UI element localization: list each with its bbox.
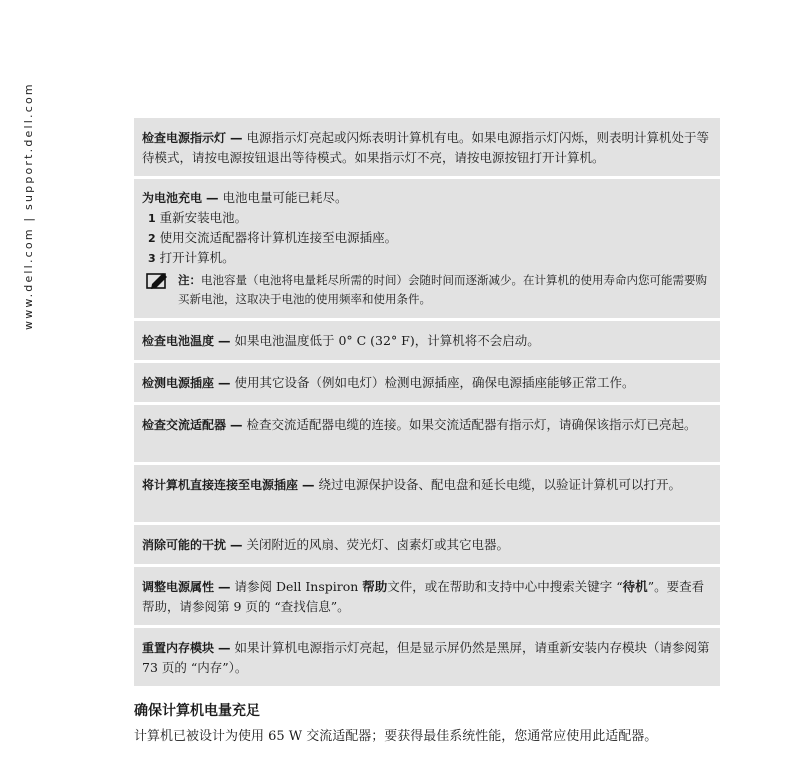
- em-dash: —: [230, 537, 243, 552]
- step-number: 3: [148, 252, 156, 265]
- tip-test-outlet: [134, 363, 720, 402]
- section-body-text: 计算机已被设计为使用 65 W 交流适配器；要获得最佳系统性能，您通常应使用此适配器。: [134, 729, 658, 744]
- em-dash: —: [218, 579, 231, 594]
- tip-charge-battery: [134, 179, 720, 318]
- tip-text: ”。要查看帮助，请参阅第 9 页的 “查找信息”。: [142, 579, 705, 614]
- troubleshooting-list: [134, 118, 720, 689]
- em-dash: —: [206, 190, 219, 205]
- tip-reseat-memory: [134, 628, 720, 686]
- em-dash: —: [218, 640, 231, 655]
- tip-text: 绕过电源保护设备、配电盘和延长电缆，以验证计算机可以打开。: [318, 477, 681, 492]
- step-number: 1: [148, 212, 156, 225]
- battery-note: [146, 271, 710, 309]
- tip-adjust-power-properties: [134, 567, 720, 625]
- step-item: [148, 248, 710, 268]
- tip-title: 消除可能的干扰: [142, 538, 227, 552]
- em-dash: —: [218, 375, 231, 390]
- step-text: 使用交流适配器将计算机连接至电源插座。: [159, 230, 398, 245]
- tip-text: 检查交流适配器电缆的连接。如果交流适配器有指示灯，请确保该指示灯已亮起。: [246, 417, 697, 432]
- side-website-url: www.dell.com | support.dell.com: [22, 82, 35, 330]
- step-number: 2: [148, 232, 156, 245]
- tip-text: 电池电量可能已耗尽。: [222, 190, 348, 205]
- step-text: 重新安装电池。: [159, 210, 248, 225]
- note-text: 电池容量（电池将电量耗尽所需的时间）会随时间而逐渐减少。在计算机的使用寿命内您可能需要购买新电池，这取决于电池的使用频率和使用条件。: [178, 273, 707, 306]
- tip-title: 为电池充电: [142, 191, 203, 205]
- step-text: 打开计算机。: [159, 250, 235, 265]
- step-item: [148, 208, 710, 228]
- section-heading: 确保计算机电量充足: [134, 703, 260, 719]
- tip-text: 关闭附近的风扇、荧光灯、卤素灯或其它电器。: [246, 537, 509, 552]
- tip-title: 将计算机直接连接至电源插座: [142, 478, 299, 492]
- search-keyword: 待机: [622, 579, 648, 594]
- tip-connect-directly: [134, 465, 720, 522]
- tip-title: 调整电源属性: [142, 580, 215, 594]
- note-label: 注：: [178, 273, 201, 287]
- tip-check-battery-temperature: [134, 321, 720, 360]
- step-item: [148, 228, 710, 248]
- tip-check-power-light: [134, 118, 720, 176]
- tip-text: 文件，或在帮助和支持中心中搜索关键字 “: [387, 579, 623, 594]
- tip-check-ac-adapter: [134, 405, 720, 462]
- tip-text: 如果计算机电源指示灯亮起，但是显示屏仍然是黑屏，请重新安装内存模块（请参阅第 73 页的 “内存”）。: [142, 640, 710, 675]
- tip-title: 重置内存模块: [142, 641, 215, 655]
- tip-eliminate-interference: [134, 525, 720, 564]
- note-pencil-icon: [146, 272, 170, 309]
- tip-title: 检查电池温度: [142, 334, 215, 348]
- em-dash: —: [302, 477, 315, 492]
- em-dash: —: [230, 130, 243, 145]
- tip-text: 请参阅 Dell Inspiron: [234, 579, 363, 594]
- em-dash: —: [218, 333, 231, 348]
- tip-title: 检查交流适配器: [142, 418, 227, 432]
- help-term: 帮助: [362, 579, 388, 594]
- tip-title: 检测电源插座: [142, 376, 215, 390]
- tip-text: 如果电池温度低于 0° C (32° F)，计算机将不会启动。: [234, 333, 540, 348]
- tip-text: 电源指示灯亮起或闪烁表明计算机有电。如果电源指示灯闪烁，则表明计算机处于等待模式，请按电源按钮退出等待模式。如果指示灯不亮，请按电源按钮打开计算机。: [142, 130, 709, 165]
- tip-title: 检查电源指示灯: [142, 131, 227, 145]
- tip-text: 使用其它设备（例如电灯）检测电源插座，确保电源插座能够正常工作。: [234, 375, 635, 390]
- em-dash: —: [230, 417, 243, 432]
